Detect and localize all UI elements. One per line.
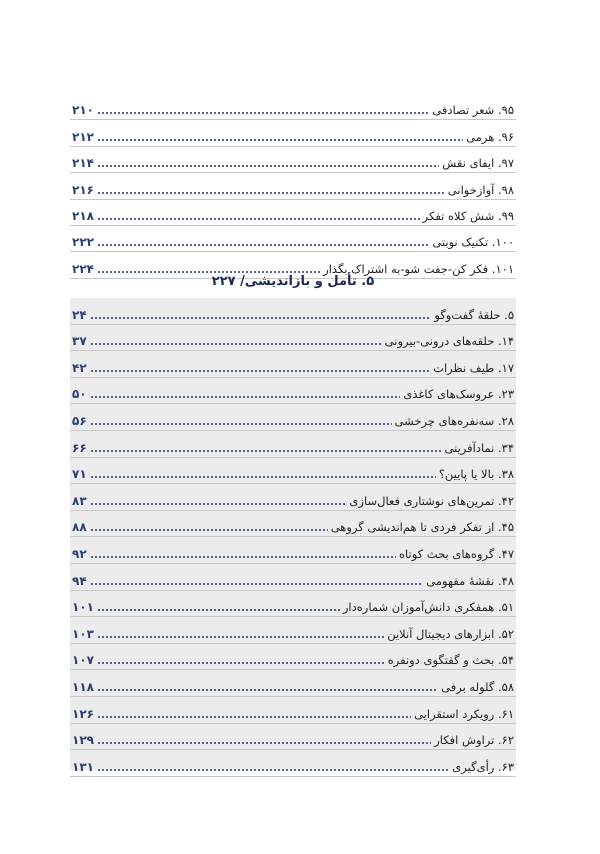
entry-title: ۱۷. طیف نظرات (433, 360, 514, 375)
toc-entry[interactable] (70, 511, 516, 538)
toc-entry[interactable] (70, 537, 516, 564)
page-number: ۱۳۱ (72, 759, 94, 774)
entry-title: ۲۳. عروسک‌های کاغذی (403, 387, 514, 402)
dot-leader (97, 689, 438, 691)
entry-title: ۶۲. تراوش افکار (434, 733, 514, 748)
dot-leader (90, 583, 424, 585)
toc-entry[interactable] (70, 724, 516, 751)
page-number: ۱۲۹ (72, 733, 94, 748)
page-number: ۲۱۲ (72, 129, 94, 144)
dot-leader (97, 769, 449, 771)
page-number: ۲۱۰ (72, 103, 94, 118)
entry-title: ۹۸. آوازخوانی (447, 182, 514, 197)
toc-entry[interactable] (70, 226, 516, 252)
page-number: ۳۷ (72, 334, 87, 349)
toc-entry[interactable] (70, 644, 516, 671)
dot-leader (90, 343, 382, 345)
toc-entry[interactable] (70, 94, 516, 120)
entry-title: ۳۴. نمادآفرینی (444, 440, 514, 455)
dot-leader (97, 271, 320, 273)
page-number: ۱۰۳ (72, 626, 94, 641)
page-number: ۹۲ (72, 546, 87, 561)
dot-leader (97, 636, 384, 638)
toc-entry[interactable] (70, 458, 516, 485)
dot-leader (97, 112, 429, 114)
page-number: ۸۸ (72, 520, 87, 535)
entry-title: ۱۴. حلقه‌های درونی-بیرونی (384, 334, 514, 349)
entry-title: ۹۷. ایفای نقش (442, 156, 514, 171)
toc-entry[interactable] (70, 670, 516, 697)
toc-entry[interactable] (70, 617, 516, 644)
toc-entry[interactable] (70, 591, 516, 618)
dot-leader (97, 244, 429, 246)
entry-title: ۴۵. از تفکر فردی تا هم‌اندیشی گروهی (330, 520, 514, 535)
toc-entry[interactable] (70, 697, 516, 724)
page-number: ۵۰ (72, 387, 87, 402)
page-number: ۲۱۶ (72, 182, 94, 197)
toc-entry[interactable] (70, 200, 516, 226)
entry-title: ۲۸. سه‌نفره‌های چرخشی (394, 413, 514, 428)
entry-title: ۴۷. گروه‌های بحث کوتاه (398, 546, 514, 561)
dot-leader (90, 503, 347, 505)
dot-leader (97, 662, 385, 664)
toc-entry[interactable] (70, 431, 516, 458)
dot-leader (90, 370, 430, 372)
page-number: ۸۳ (72, 493, 87, 508)
entry-title: ۳۸. بالا یا پایین؟ (438, 467, 514, 482)
entry-title: ۹۶. هرمی (466, 129, 514, 144)
toc-list-top (70, 94, 516, 279)
toc-list-section (70, 298, 516, 774)
toc-entry[interactable] (70, 147, 516, 173)
entry-title: ۹۹. شش کلاه تفکر (422, 208, 514, 223)
page-number: ۵۶ (72, 413, 87, 428)
page-number: ۱۱۸ (72, 679, 94, 694)
page-number: ۴۲ (72, 360, 87, 375)
page-number: ۱۰۱ (72, 600, 94, 615)
page-number: ۱۲۶ (72, 706, 94, 721)
section-heading: ۵. تأمل و بازاندیشی/ ۲۲۷ (211, 274, 375, 289)
entry-title: ۴۸. نقشهٔ مفهومی (426, 573, 514, 588)
dot-leader (97, 609, 340, 611)
entry-title: ۱۰۱. فکر کن-جفت شو-به اشتراک بگذار (323, 261, 514, 276)
entry-title: ۵۸. گلوله برفی (441, 679, 514, 694)
dot-leader (90, 317, 432, 319)
page-number: ۲۲۴ (72, 261, 94, 276)
page-number: ۱۰۷ (72, 653, 94, 668)
entry-title: ۶۱. رویکرد استقرایی (414, 706, 514, 721)
entry-title: ۵. حلقهٔ گفت‌وگو (434, 307, 514, 322)
toc-entry[interactable] (70, 564, 516, 591)
dot-leader (97, 742, 431, 744)
entry-title: ۱۰۰. تکنیک نوبتی (432, 235, 514, 250)
toc-entry[interactable] (70, 378, 516, 405)
entry-title: ۹۵. شعر تصادفی (432, 103, 514, 118)
dot-leader (90, 529, 328, 531)
toc-entry[interactable] (70, 120, 516, 146)
page-number: ۲۱۸ (72, 208, 94, 223)
dot-leader (90, 450, 442, 452)
toc-entry[interactable] (70, 173, 516, 199)
dot-leader (90, 476, 436, 478)
toc-entry[interactable] (70, 484, 516, 511)
dot-leader (97, 165, 439, 167)
entry-title: ۵۴. بحث و گفتگوی دونفره (387, 653, 514, 668)
entry-title: ۴۲. تمرین‌های نوشتاری فعال‌سازی (349, 493, 514, 508)
dot-leader (90, 556, 396, 558)
toc-entry[interactable] (70, 351, 516, 378)
page-number: ۶۶ (72, 440, 87, 455)
page-number: ۹۴ (72, 573, 87, 588)
page-number: ۲۴ (72, 307, 87, 322)
entry-title: ۵۱. همفکری دانش‌آموزان شماره‌دار (342, 600, 514, 615)
toc-entry[interactable] (70, 325, 516, 352)
page-number: ۲۲۲ (72, 235, 94, 250)
page-number: ۷۱ (72, 467, 87, 482)
entry-title: ۵۲. ابزارهای دیجیتال آنلاین (387, 626, 514, 641)
dot-leader (90, 396, 401, 398)
toc-entry[interactable] (70, 750, 516, 777)
entry-title: ۶۳. رأی‌گیری (452, 759, 514, 774)
toc-entry[interactable] (70, 404, 516, 431)
dot-leader (97, 139, 463, 141)
page-number: ۲۱۴ (72, 156, 94, 171)
dot-leader (97, 716, 411, 718)
toc-entry[interactable] (70, 298, 516, 325)
dot-leader (97, 218, 420, 220)
dot-leader (90, 423, 392, 425)
dot-leader (97, 192, 445, 194)
